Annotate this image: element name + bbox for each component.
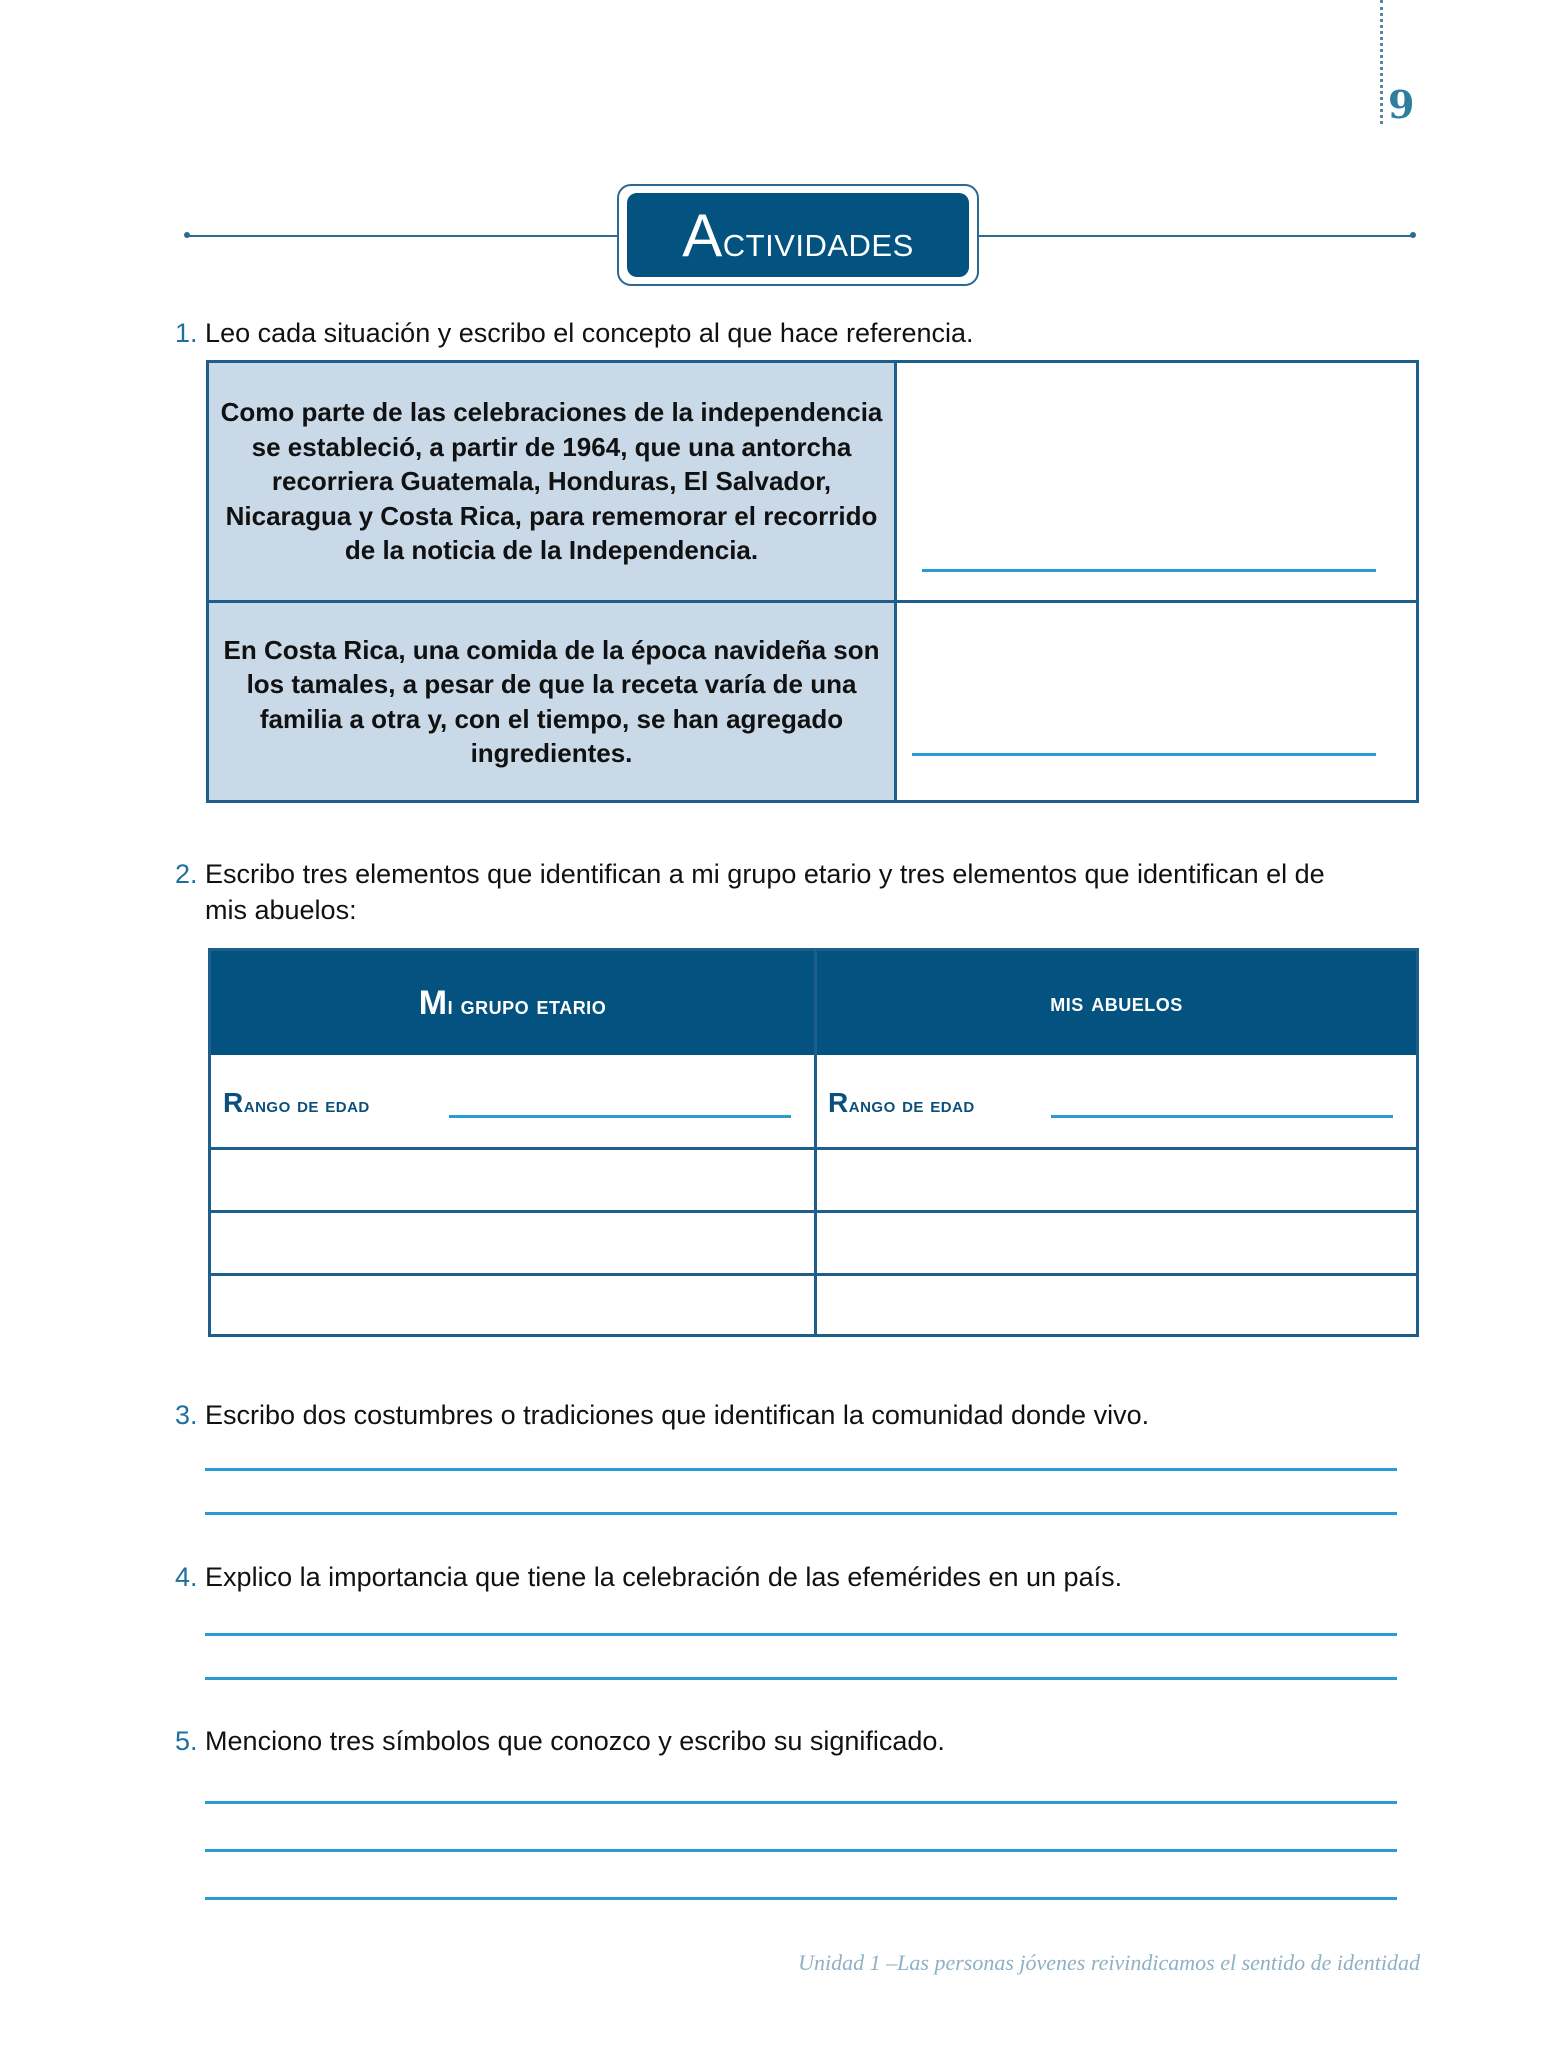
section-title: Actividades [682,201,914,269]
question-1: 1. Leo cada situación y escribo el concepto al que hace referencia. [175,318,974,348]
abuelos-cell[interactable] [817,1276,1416,1334]
mi-grupo-cell[interactable] [211,1276,814,1334]
answer-line[interactable] [205,1512,1397,1515]
rango-input-right[interactable] [1051,1115,1393,1118]
answer-line[interactable] [205,1849,1397,1852]
page-footer: Unidad 1 –Las personas jóvenes reivindicamos el sentido de identidad [798,1950,1420,1975]
mi-grupo-cell[interactable] [211,1213,814,1273]
header-mi-grupo-etario: Mi grupo etario [418,983,607,1022]
abuelos-cell[interactable] [817,1213,1416,1273]
header-rule-dot-right [1410,232,1416,238]
answer-line-1[interactable] [922,569,1376,572]
answer-line[interactable] [205,1468,1397,1471]
rango-label-left: Rango de edad [223,1087,370,1118]
question-5: 5. Menciono tres símbolos que conozco y escribo su significado. [175,1726,945,1756]
page-number: 9 [1388,82,1415,127]
answer-line[interactable] [205,1633,1397,1636]
situation-cell: En Costa Rica, una comida de la época navideña son los tamales, a pesar de que la receta varía de una familia a otra y, con el tiempo, se han agregado ingredientes. [209,603,894,800]
question-4: 4. Explico la importancia que tiene la celebración de las efemérides en un país. [175,1562,1123,1592]
section-badge [627,193,969,277]
mi-grupo-cell[interactable] [211,1150,814,1210]
rango-label-right: Rango de edad [828,1087,975,1118]
column-divider [894,363,897,800]
abuelos-cell[interactable] [817,1150,1416,1210]
question-2: 2. Escribo tres elementos que identifican a mi grupo etario y tres elementos que identifican el de mis abuelos: [175,859,1325,925]
age-group-table [208,948,1419,1337]
header-rule-dot-left [184,232,190,238]
margin-dotted-rule [1380,0,1383,124]
header-mis-abuelos: mis abuelos [1050,988,1183,1017]
answer-line-2[interactable] [912,753,1376,756]
rango-input-left[interactable] [449,1115,791,1118]
answer-line[interactable] [205,1801,1397,1804]
question-3: 3. Escribo dos costumbres o tradiciones que identifican la comunidad donde vivo. [175,1400,1150,1430]
answer-line[interactable] [205,1897,1397,1900]
concept-table [206,360,1419,803]
situation-cell: Como parte de las celebraciones de la independencia se estableció, a partir de 1964, que una antorcha recorriera Guatemala, Honduras, El Salvador, Nicaragua y Costa Rica, para rememorar el recorrido de la noticia de la Independencia. [209,363,894,600]
answer-line[interactable] [205,1677,1397,1680]
